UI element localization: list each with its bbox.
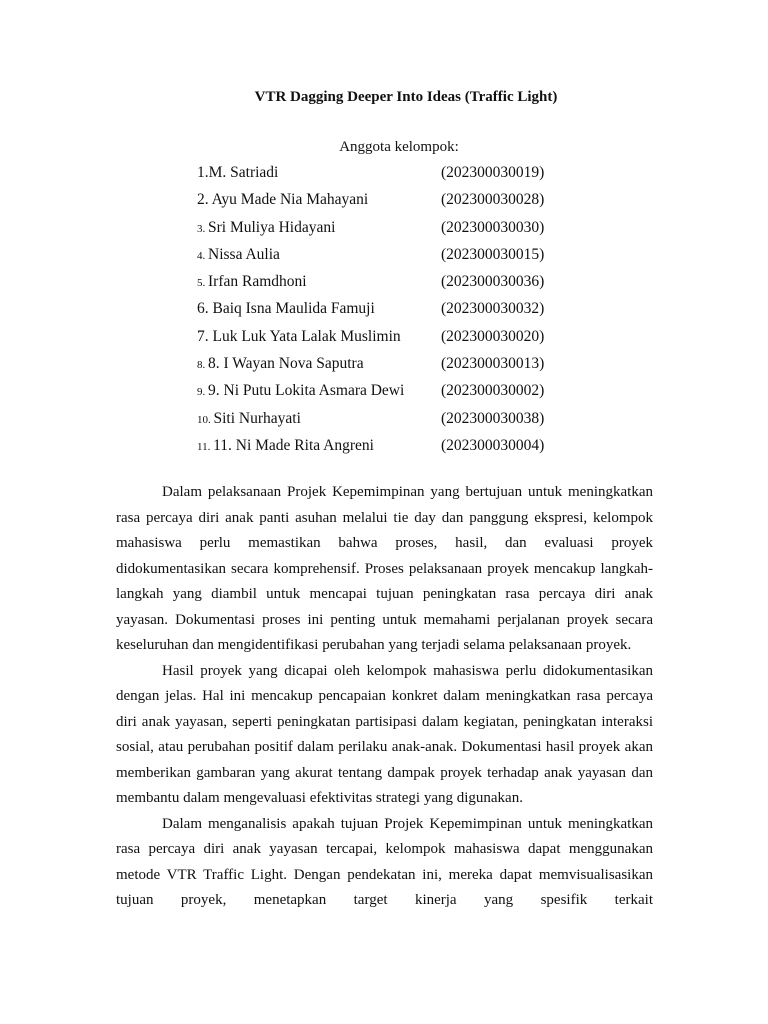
member-name: Nissa Aulia [208,245,280,263]
member-id: (202300030032) [441,300,545,318]
member-id: (202300030038) [441,409,545,427]
member-name: 7. Luk Luk Yata Lalak Muslimin [197,327,401,345]
member-number: 3. [197,222,208,235]
member-id: (202300030036) [441,273,545,291]
member-name: 1.M. Satriadi [197,164,279,181]
member-name: Irfan Ramdhoni [208,273,307,291]
member-row [197,159,577,186]
member-id: (202300030020) [441,327,545,345]
member-name: 2. Ayu Made Nia Mahayani [197,191,369,209]
member-name: 9. Ni Putu Lokita Asmara Dewi [208,382,405,400]
member-row [197,214,577,241]
member-number: 5. [197,277,208,290]
member-name: 6. Baiq Isna Maulida Famuji [197,300,375,318]
member-number: 4. [197,249,208,262]
member-row [197,186,577,213]
member-id: (202300030015) [441,245,545,263]
member-number: 10. [197,413,214,426]
member-row [197,432,577,459]
member-id: (202300030002) [441,382,545,400]
member-row [197,323,577,350]
member-row [197,350,577,377]
member-row [197,268,577,295]
paragraph-1: Dalam pelaksanaan Projek Kepemimpinan yang bertujuan untuk meningkatkan rasa percaya diri anak panti asuhan melalui tie day dan panggung ekspresi, kelompok mahasiswa perlu memastikan bahwa proses, hasil, dan evaluasi proyek didokumentasikan secara komprehensif. Proses pelaksanaan proyek mencakup langkah-langkah yang diambil untuk mencapai tujuan peningkatan rasa percaya diri anak yayasan. Dokumentasi proses ini penting untuk memahami perjalanan proyek secara keseluruhan dan mengidentifikasi perubahan yang terjadi selama pelaksanaan proyek. [116,484,653,653]
member-row [197,295,577,322]
paragraph-3: Dalam menganalisis apakah tujuan Projek Kepemimpinan untuk meningkatkan rasa percaya diri anak yayasan tercapai, kelompok mahasiswa dapat menggunakan metode VTR Traffic Light. Dengan pendekatan ini, mereka dapat memvisualisasikan tujuan proyek, menetapkan target kinerja yang spesifik terkait [116,815,653,908]
member-number: 8. [197,359,208,372]
member-row [197,405,577,432]
members-heading: Anggota kelompok: [339,139,459,155]
body-text [116,480,653,914]
members-list [197,159,577,459]
member-number: 9. [197,386,208,399]
member-id: (202300030030) [441,218,545,236]
member-id: (202300030004) [441,436,545,454]
document-title: VTR Dagging Deeper Into Ideas (Traffic Light) [254,89,558,105]
member-row [197,377,577,404]
member-name: Siti Nurhayati [213,409,301,427]
member-number: 11. [197,440,214,453]
member-name: 11. Ni Made Rita Angreni [213,436,374,454]
member-id: (202300030019) [441,164,545,181]
member-row [197,241,577,268]
member-name: Sri Muliya Hidayani [208,218,336,236]
paragraph-2: Hasil proyek yang dicapai oleh kelompok mahasiswa perlu didokumentasikan dengan jelas. Hal ini mencakup pencapaian konkret dalam meningkatkan rasa percaya diri anak yayasan, seperti peningkatan partisipasi dalam kegiatan, peningkatan interaksi sosial, atau perubahan positif dalam perilaku anak-anak. Dokumentasi hasil proyek akan memberikan gambaran yang akurat tentang dampak proyek terhadap anak yayasan dan membantu dalam mengevaluasi efektivitas strategi yang digunakan. [116,662,653,806]
member-name: 8. I Wayan Nova Saputra [208,355,364,373]
member-id: (202300030013) [441,355,545,373]
member-id: (202300030028) [441,191,545,209]
